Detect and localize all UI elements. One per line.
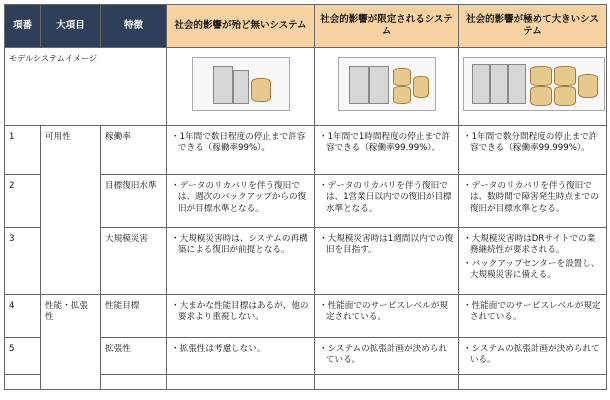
row-sys3-text: ・1年間で数分間程度の停止まで許容できる（稼働率99.999%）。: [463, 132, 598, 154]
row-sys3-text: ・データのリカバリを伴う復旧では、数時間で障害発生時点までの復旧が目標水準となる。: [463, 181, 599, 214]
row-sys1-text: ・大まかな性能目標はあるが、他の要求より重視しない。: [171, 301, 309, 323]
row-sys2: [315, 175, 459, 228]
row-sys1: [167, 338, 315, 375]
header-category: 大項目: [41, 5, 101, 48]
model-image-sys2: [315, 48, 459, 126]
row-no: 5: [5, 338, 41, 375]
row-sys1-text: ・大規模災害時は、システムの再構築による復旧が前提となる。: [171, 234, 308, 256]
header-row: [5, 5, 607, 48]
table-row: [5, 175, 607, 228]
empty-cell: [459, 375, 607, 390]
row-sys3: [459, 126, 607, 175]
row-feature: 目標復旧水準: [101, 175, 167, 228]
server-storage-medium-icon: [338, 57, 436, 111]
row-sys2-text: ・データのリカバリを伴う復旧では、1営業日以内での復旧が目標水準となる。: [319, 181, 452, 214]
row-sys3-text: ・大規模災害時はDRサイトでの業務継続性が要求される。: [463, 234, 596, 256]
header-sys1-text: 社会的影響が殆ど無いシステム: [174, 19, 307, 31]
row-sys2-text: ・システムの拡張計画が決められている。: [319, 344, 448, 366]
row-category: [41, 175, 101, 228]
table-row: [5, 228, 607, 295]
row-feature: 大規模災害: [101, 228, 167, 295]
empty-cell: [5, 375, 41, 390]
empty-cell: [167, 375, 315, 390]
row-sys3: [459, 338, 607, 375]
row-category: 性能・拡張性: [41, 295, 101, 338]
row-sys2-text: ・1年間で1時間程度の停止まで許容できる（稼働率99.99%）。: [319, 132, 451, 154]
row-sys2: [315, 338, 459, 375]
table-row: [5, 295, 607, 338]
row-feature: 稼働率: [101, 126, 167, 175]
header-sys2-text: 社会的影響が限定されるシステム: [320, 13, 453, 37]
header-no: 項番: [5, 5, 41, 48]
row-category: [41, 228, 101, 295]
row-sys1: [167, 228, 315, 295]
requirements-table-container: [4, 4, 606, 390]
row-sys1-text: ・データのリカバリを伴う復旧では、週次のバックアップからの復旧が目標水準となる。: [171, 181, 307, 214]
table-row: [5, 126, 607, 175]
row-no: 4: [5, 295, 41, 338]
model-image-sys3: [459, 48, 607, 126]
row-sys3-text: ・性能面でのサービスレベルが規定されている。: [463, 301, 601, 323]
row-sys3: [459, 175, 607, 228]
row-sys2: [315, 228, 459, 295]
row-sys3: [459, 295, 607, 338]
row-category: [41, 338, 101, 375]
model-image-row: [5, 48, 607, 126]
header-sys3-text: 社会的影響が極めて大きいシステム: [466, 13, 599, 37]
row-sys1: [167, 295, 315, 338]
nonfunctional-requirements-table: [4, 4, 607, 390]
model-image-sys1: [167, 48, 315, 126]
row-no: 2: [5, 175, 41, 228]
header-sys3: [459, 5, 607, 48]
row-sys1-text: ・1年間で数日程度の停止まで許容できる（稼働率99%）。: [171, 132, 306, 154]
model-system-label: モデルシステムイメージ: [5, 48, 167, 126]
row-feature: 拡張性: [101, 338, 167, 375]
header-feature: 特徴: [101, 5, 167, 48]
header-sys1: [167, 5, 315, 48]
server-storage-small-icon: [192, 57, 290, 111]
row-no: 3: [5, 228, 41, 295]
row-sys2: [315, 295, 459, 338]
row-sys2: [315, 126, 459, 175]
row-sys1-text: ・拡張性は考慮しない。: [171, 344, 266, 354]
empty-cell: [41, 375, 101, 390]
empty-row: [5, 375, 607, 390]
empty-cell: [101, 375, 167, 390]
row-sys2-text: ・性能面でのサービスレベルが規定されている。: [319, 301, 448, 323]
row-category: 可用性: [41, 126, 101, 175]
row-sys3-text-2: ・バックアップセンターを設置し、大規模災害に備える。: [463, 258, 600, 281]
empty-cell: [315, 375, 459, 390]
row-sys3: [459, 228, 607, 295]
row-feature: 性能目標: [101, 295, 167, 338]
row-no: 1: [5, 126, 41, 175]
server-storage-large-icon: [463, 57, 605, 111]
header-sys2: [315, 5, 459, 48]
row-sys1: [167, 126, 315, 175]
table-row: [5, 338, 607, 375]
row-sys3-text: ・システムの拡張計画が決められている。: [463, 344, 600, 366]
row-sys1: [167, 175, 315, 228]
row-sys2-text: ・大規模災害時は1週間以内での復旧を目指す。: [319, 234, 454, 256]
